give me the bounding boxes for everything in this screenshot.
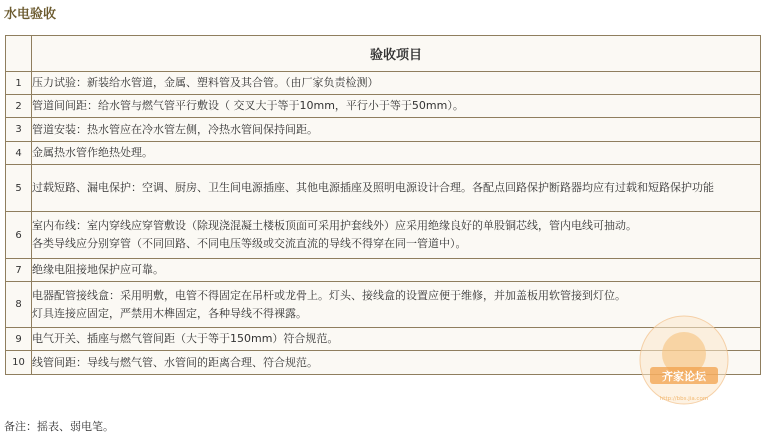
- table-row: [6, 259, 761, 282]
- page-title: 水电验收: [4, 7, 57, 22]
- row-number: 3: [6, 118, 32, 142]
- table-row: [6, 95, 761, 118]
- row-item-line: 管道安装：热水管应在冷水管左侧，冷热水管间保持间距。: [32, 122, 318, 136]
- note: 备注：摇表、弱电笔。: [4, 420, 114, 433]
- row-number: 7: [6, 259, 32, 282]
- row-item-text: [32, 212, 761, 259]
- table-row: [6, 212, 761, 259]
- table-header-blank: [6, 36, 32, 72]
- row-item-line: 压力试验：新装给水管道，金属、塑料管及其合管。（由厂家负责检测）: [32, 76, 379, 89]
- table-header: 验收项目: [32, 36, 761, 72]
- table-header-row: [6, 36, 761, 72]
- row-number: 9: [6, 328, 32, 351]
- watermark-brand: 齐家论坛: [662, 370, 706, 383]
- table-row: [6, 142, 761, 165]
- row-item-text: [32, 259, 761, 282]
- row-item-line: 电气开关、插座与燃气管间距（大于等于150mm）符合规范。: [32, 332, 339, 345]
- table-row: [6, 165, 761, 212]
- row-number: 8: [6, 282, 32, 328]
- row-number: 10: [6, 351, 32, 375]
- row-item-line: 线管间距：导线与燃气管、水管间的距离合理、符合规范。: [32, 355, 318, 369]
- table-row: [6, 118, 761, 142]
- table-row: [6, 72, 761, 95]
- row-item-text: [32, 118, 761, 142]
- row-item-line: 室内布线：室内穿线应穿管敷设（除现浇混凝土楼板顶面可采用护套线外）应采用绝缘良好的单股铜芯线，管内电线可抽动。: [32, 219, 637, 232]
- row-item-line: 电器配管接线盒：采用明敷，电管不得固定在吊杆或龙骨上。灯头、接线盒的设置应便于维修，并加盖板用软管接到灯位。: [32, 288, 626, 302]
- row-item-line: 金属热水管作绝热处理。: [32, 146, 153, 159]
- row-item-text: [32, 165, 761, 212]
- row-number: 2: [6, 95, 32, 118]
- row-item-text: [32, 142, 761, 165]
- row-item-line: 管道间间距：给水管与燃气管平行敷设（ 交叉大于等于10mm，平行小于等于50mm）。: [32, 99, 464, 112]
- row-item-text: [32, 72, 761, 95]
- row-number: 6: [6, 212, 32, 259]
- watermark-url: http://bbs.jia.com: [659, 396, 709, 402]
- row-item-line: 灯具连接应固定，严禁用木榫固定，各种导线不得裸露。: [32, 306, 307, 320]
- row-item-line: 绝缘电阻接地保护应可靠。: [32, 263, 164, 276]
- row-item-line: 各类导线应分别穿管（不同回路、不同电压等级或交流直流的导线不得穿在同一管道中）。: [32, 237, 467, 250]
- row-number: 4: [6, 142, 32, 165]
- row-item-line: 过载短路、漏电保护：空调、厨房、卫生间电源插座、其他电源插座及照明电源设计合理。各配点回路保护断路器均应有过载和短路保护功能: [32, 181, 714, 194]
- qijia-watermark-icon: [636, 312, 732, 408]
- row-item-text: [32, 95, 761, 118]
- row-number: 5: [6, 165, 32, 212]
- row-number: 1: [6, 72, 32, 95]
